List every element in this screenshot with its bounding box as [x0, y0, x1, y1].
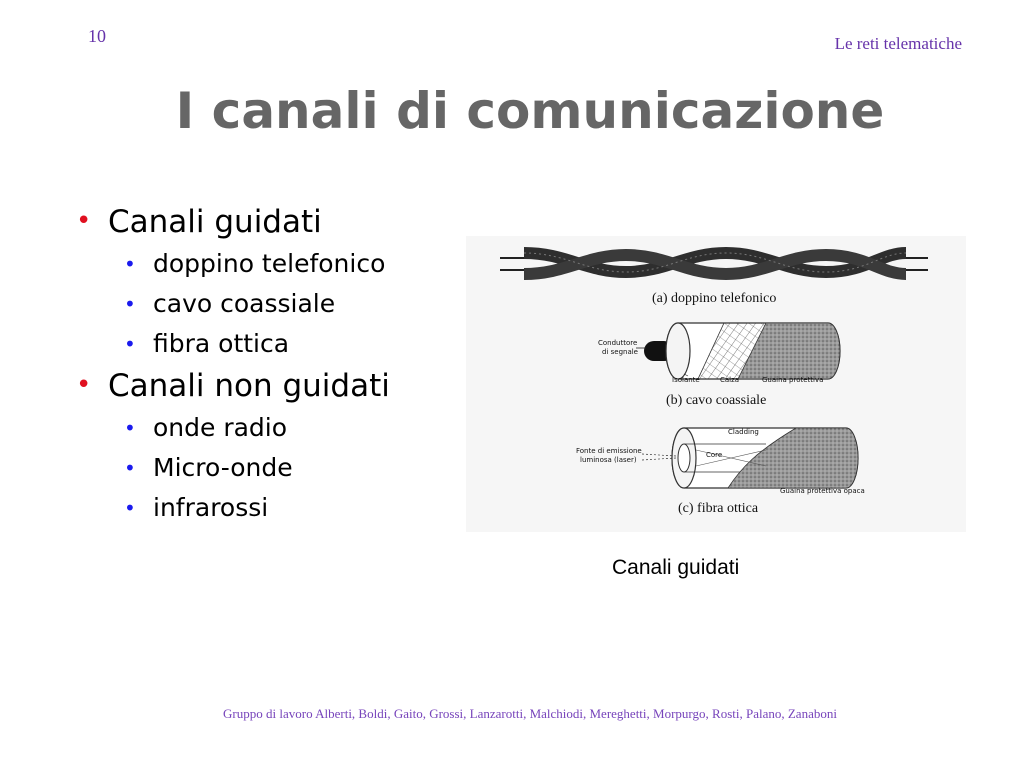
footer-credits: Gruppo di lavoro Alberti, Boldi, Gaito, Grossi, Lanzarotti, Malchiodi, Mereghetti, Morpurgo, Rosti, Palano, Zanaboni [223, 706, 837, 721]
sub-bullet-infrarossi [76, 488, 390, 528]
sub-bullet-label: Micro-onde [153, 453, 293, 482]
fiber-source-line-1: Fonte di emissione [576, 447, 642, 455]
bullet-canali-guidati [76, 200, 390, 244]
coax-label: (b) cavo coassiale [666, 393, 767, 408]
sub-bullet-label: infrarossi [153, 493, 269, 522]
sub-bullet-dot: • [124, 416, 136, 440]
sub-bullet-coassiale [76, 284, 390, 324]
twisted-pair-label: (a) doppino telefonico [652, 291, 777, 306]
header-title: Le reti telematiche [834, 34, 962, 53]
sub-bullet-dot: • [124, 496, 136, 520]
page-title: I canali di comunicazione [175, 82, 885, 140]
sub-bullet-fibra [76, 324, 390, 364]
sub-bullet-dot: • [124, 456, 136, 480]
fiber-core-label: Core [706, 451, 723, 459]
fiber-cladding-label: Cladding [728, 428, 759, 436]
bullet-canali-non-guidati [76, 364, 390, 408]
sub-bullet-doppino [76, 244, 390, 284]
bullet-label: Canali non guidati [108, 368, 390, 404]
coax-conductor-label [598, 339, 640, 356]
fiber-label: (c) fibra ottica [678, 501, 759, 516]
sub-bullet-label: cavo coassiale [153, 289, 336, 318]
coax-insulator-label: Isolante [672, 376, 700, 384]
cable-figure [466, 236, 966, 532]
coax-conductor-line-1: Conduttore [598, 339, 638, 347]
fiber-source-line-2: luminosa (laser) [580, 456, 637, 464]
sub-bullet-label: onde radio [153, 413, 288, 442]
figure-caption: Canali guidati [612, 556, 740, 579]
bullet-dot: • [76, 370, 92, 400]
sub-bullet-onde-radio [76, 408, 390, 448]
sub-bullet-label: fibra ottica [153, 329, 290, 358]
bullet-dot: • [76, 206, 92, 236]
coax-jacket-label: Guaina protettiva [762, 376, 824, 384]
sub-bullet-micro-onde [76, 448, 390, 488]
sub-bullet-dot: • [124, 252, 136, 276]
slide-number: 10 [88, 26, 106, 46]
coax-braid-label: Calza [720, 376, 740, 384]
fiber-source-label [576, 447, 644, 464]
bullet-list [76, 200, 390, 528]
sub-bullet-dot: • [124, 332, 136, 356]
sub-bullet-dot: • [124, 292, 136, 316]
coax-conductor-line-2: di segnale [602, 348, 638, 356]
bullet-label: Canali guidati [108, 204, 322, 240]
fiber-jacket-label: Guaina protettiva opaca [780, 487, 865, 495]
cable-illustration [466, 236, 966, 532]
sub-bullet-label: doppino telefonico [153, 249, 386, 278]
